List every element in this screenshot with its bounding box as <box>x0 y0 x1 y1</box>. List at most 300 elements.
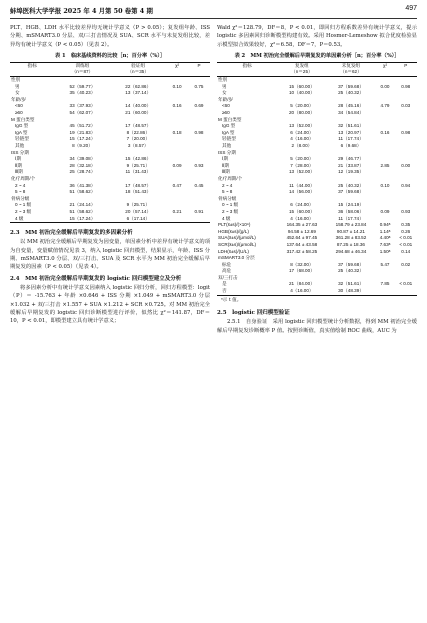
group-a-value: 34（39.08） <box>69 156 96 162</box>
group-title-row <box>10 196 210 203</box>
empty-cell <box>395 143 417 150</box>
row-label: 其他 <box>15 143 25 149</box>
column-subheader <box>10 69 55 76</box>
table2-caption: 表 2 MM 初治完全缓解后早期复发的单因素分析［n；百分率（%）］ <box>234 52 400 59</box>
group-b-value: 17（48.57） <box>125 182 152 188</box>
group-a-value: 20（80.00） <box>288 110 315 116</box>
row-label: 2 ~ 3 级 <box>222 208 239 214</box>
table-row <box>10 202 210 209</box>
table2-note: ᵃ示 t 值。 <box>221 297 242 303</box>
empty-cell <box>395 189 417 196</box>
column-header: P <box>395 62 417 69</box>
p-value: 0.26 <box>401 228 411 234</box>
group-a-value: 164.35 ± 27.63 <box>286 222 318 228</box>
group-a-value: 8（9.20） <box>72 143 93 149</box>
row-label: 0 ~ 1 级 <box>15 202 32 208</box>
empty-cell <box>166 202 188 209</box>
table2 <box>217 62 417 296</box>
column-subheader <box>166 69 188 76</box>
p-value: 0.98 <box>401 83 411 89</box>
empty-cell <box>395 288 417 295</box>
empty-cell <box>395 110 417 117</box>
row-label: 轻链型 <box>222 136 236 142</box>
row-label: 2 ~ 4 <box>222 182 233 188</box>
group-title-row <box>10 97 210 104</box>
group-a-value: 54（62.07） <box>69 110 96 116</box>
p-value: 0.69 <box>194 103 204 109</box>
table-row <box>10 183 210 190</box>
chi-square-value: 5.47 <box>380 261 390 267</box>
subheader-row <box>10 69 210 76</box>
column-header: χ² <box>166 62 188 69</box>
group-a-value: 14（56.00） <box>288 189 315 195</box>
table-row <box>10 216 210 223</box>
lab-row <box>217 235 417 242</box>
group-title: 化疗周期/个 <box>11 175 36 181</box>
row-label: 4 级 <box>10 216 55 223</box>
group-a-value: 15（17.24） <box>55 216 111 223</box>
empty-cell <box>188 202 210 209</box>
group-b-value: 22（62.86） <box>125 83 152 89</box>
group-b-value: 28（45.16） <box>338 103 364 109</box>
row-label: 男 <box>222 83 227 89</box>
row-label: 2 ~ 4 <box>15 182 26 188</box>
group-a-value: 6（24.00） <box>290 129 314 135</box>
group-b-value: 11（17.74） <box>338 136 364 142</box>
chi-square-value: 4.79 <box>380 103 390 109</box>
chi-square-value: 0.21 <box>172 208 182 214</box>
empty-cell <box>166 110 188 117</box>
table-row <box>217 90 417 97</box>
column-subheader: （n＝25） <box>277 69 326 76</box>
group-title: 年龄/岁 <box>11 96 27 102</box>
table-row <box>217 281 417 288</box>
group-a-value: 21（24.14） <box>69 202 96 208</box>
empty-cell <box>188 123 210 130</box>
chi-square-value: 0.09 <box>380 208 390 214</box>
empty-cell <box>166 90 188 97</box>
row-label: <60 <box>222 103 230 109</box>
right-column <box>217 24 417 335</box>
column-header: 训练组 <box>55 62 111 69</box>
p-value: 0.45 <box>194 182 204 188</box>
group-b-value: 15（42.86） <box>125 156 152 162</box>
row-label: Ⅱ期 <box>222 162 229 168</box>
row-label: 2 ~ 3 级 <box>15 208 32 214</box>
empty-cell <box>395 123 417 130</box>
table-row <box>10 163 210 170</box>
header-row <box>10 62 210 69</box>
column-header: 未复发组 <box>326 62 375 69</box>
empty-cell <box>188 143 210 150</box>
group-a-value: 21（84.00） <box>288 281 315 287</box>
chi-square-value: 0.16 <box>172 103 182 109</box>
empty-cell <box>376 90 395 97</box>
intro-paragraph: PLT、HGB、LDH 水平比较差异均无统计学意义（P > 0.05）；复发组年龄、ISS 分期、mSMART3.0 分层、双/三打击情况及 SUA、SCR 水平与未复发组比较，差异均有统计学意义（P < 0.05）（见表 2）。 <box>10 25 210 48</box>
table1-caption: 表 1 临床基线资料的比较［n；百分率（%）］ <box>54 52 166 59</box>
group-b-value: 13（37.14） <box>125 90 152 96</box>
empty-cell <box>166 216 188 223</box>
row-label: Ⅲ期 <box>15 169 23 175</box>
chi-square-value: 0.16 <box>380 129 390 135</box>
row-label: SUA(x̄±s)/(μmol/L) <box>218 235 256 241</box>
group-a-value: 4（16.00） <box>277 288 326 295</box>
group-a-value: 33（37.93） <box>69 103 96 109</box>
table-row <box>10 143 210 150</box>
group-title-row <box>10 150 210 157</box>
row-label: LDH(x̄±s)/(U/L) <box>218 248 249 254</box>
empty-cell <box>166 156 188 163</box>
group-title: 性别 <box>11 77 21 83</box>
group-b-value: 25（40.32） <box>338 268 364 274</box>
group-title: 年龄/岁 <box>218 96 234 102</box>
row-label: 5 ~ 8 <box>222 189 233 195</box>
group-a-value: 51（58.62） <box>69 189 96 195</box>
row-label: ≥60 <box>222 110 230 116</box>
empty-cell <box>395 156 417 163</box>
row-label: 是 <box>222 281 227 287</box>
table-row <box>217 103 417 110</box>
group-title-row <box>217 150 417 157</box>
p-value: 0.35 <box>401 222 411 228</box>
t-value: 1.14ᵃ <box>379 228 391 234</box>
row-label: Ⅰ期 <box>222 156 228 162</box>
group-a-value: 52（59.77） <box>69 83 96 89</box>
chi-square-value: 0.18 <box>172 129 182 135</box>
row-label: PLT(x̄±s)/(×10⁹) <box>218 222 251 228</box>
group-b-value: 11（31.43） <box>125 169 151 175</box>
empty-cell <box>188 189 210 196</box>
column-header: 指标 <box>10 62 55 69</box>
row-label: HGB(x̄±s)/(g/L) <box>218 228 249 234</box>
row-label: IgA 型 <box>222 129 235 135</box>
left-column <box>10 24 210 325</box>
group-b-value: 11（17.74） <box>338 215 364 221</box>
group-b-value: 34（54.84） <box>338 110 364 116</box>
section-2-3-text: 以 MM 初治完全缓解后早期复发为因变量，单因素分析中差异有统计学意义的项为自变量，变量赋值情况见表 3，纳入 logistic 回归模型，结果显示，年龄、ISS 分期、mSMART3.0 分层、双/三打击、SUA 及 SCR 水平为 MM 初治完全缓解后早期复发的因素（P < 0.05）（见表 4）。 <box>10 239 210 271</box>
row-label: IgA 型 <box>15 129 28 135</box>
journal-title: 蚌埠医科大学学报 2025 年 4 月第 50 卷第 4 期 <box>10 7 153 15</box>
row-label: 高危 <box>222 268 232 274</box>
empty-cell <box>376 268 395 275</box>
column-header: P <box>188 62 210 69</box>
group-title: 性别 <box>218 77 228 83</box>
chi-square-value: 0.10 <box>380 182 390 188</box>
p-value: 0.14 <box>401 248 411 254</box>
subheader-row <box>217 69 417 76</box>
t-value: 1.50ᵃ <box>379 248 391 254</box>
lab-row <box>217 229 417 236</box>
table-row <box>217 136 417 143</box>
empty-cell <box>376 110 395 117</box>
group-a-value: 45（51.72） <box>69 123 96 129</box>
group-a-value: 51（58.62） <box>69 208 96 214</box>
row-label: 标危 <box>222 261 232 267</box>
table-row <box>10 169 210 176</box>
table-row <box>217 110 417 117</box>
section-2-4-text: 将多因素分析中有统计学意义因素纳入 logistic 回归分析，回归方程模型：logit（P）＝ -15.763 + 年龄 ×0.646 + ISS 分期 ×1.049 + mSMART3.0 分层 ×1.032 + 双/三打击 ×1.557 + SUA ×1.212 + SCR ×0.725。对 MM 初治完全缓解后早期复发的 logistic 回归诊断模型进行评价，似然比 χ²＝141.87，DF＝10，P < 0.01，即模型建立具有统计学意义； <box>10 284 210 325</box>
page-number: 497 <box>405 5 417 12</box>
group-b-value: 37（59.68） <box>338 189 364 195</box>
group-b-value: 6（17.14） <box>110 216 166 223</box>
group-b-value: 6（9.68） <box>340 143 362 149</box>
chi-square-value: 0.09 <box>172 162 182 168</box>
group-a-value: 13（52.00） <box>288 123 315 129</box>
section-2-5-title: 2.5 logistic 回归模型验证 <box>217 309 290 316</box>
column-header: 验证组 <box>110 62 166 69</box>
column-subheader <box>188 69 210 76</box>
lab-row <box>217 222 417 229</box>
group-title-row <box>217 275 417 282</box>
group-a-value: 6（24.00） <box>290 202 314 208</box>
group-title-row <box>217 77 417 84</box>
table-row <box>10 84 210 91</box>
group-a-value: 15（17.24） <box>69 136 96 142</box>
group-title-row <box>10 77 210 84</box>
group-a-value: 8（32.00） <box>290 261 314 267</box>
group-b-value: 294.68 ± 46.34 <box>335 248 367 254</box>
empty-cell <box>376 189 395 196</box>
group-title: M 蛋白类型 <box>218 116 242 122</box>
group-b-value: 32（51.61） <box>338 281 364 287</box>
group-a-value: 15（60.00） <box>288 208 315 214</box>
group-b-value: 30（48.39） <box>326 288 375 295</box>
group-a-value: 94.58 ± 12.69 <box>287 228 316 234</box>
t-value: 7.63ᵃ <box>379 241 391 247</box>
group-b-value: 158.79 ± 23.84 <box>335 222 367 228</box>
table-row <box>217 143 417 150</box>
empty-cell <box>188 110 210 117</box>
column-header: 复发组 <box>277 62 326 69</box>
group-a-value: 137.64 ± 43.58 <box>286 241 318 247</box>
group-title: ISS 分期 <box>11 149 29 155</box>
group-title: 双/三打击 <box>218 274 238 280</box>
table-row <box>10 209 210 216</box>
empty-cell <box>395 136 417 143</box>
table-row <box>10 123 210 130</box>
row-label: 5 ~ 8 <box>15 189 26 195</box>
table-row <box>217 163 417 170</box>
empty-cell <box>376 143 395 150</box>
p-value: < 0.01 <box>399 281 413 287</box>
group-b-value: 21（60.00） <box>125 110 152 116</box>
group-a-value: 15（60.00） <box>288 83 315 89</box>
column-header: 指标 <box>217 62 277 69</box>
row-label: 其他 <box>222 143 232 149</box>
group-b-value: 20（57.14） <box>125 208 152 214</box>
group-title: 骨病分级 <box>218 195 237 201</box>
empty-cell <box>166 189 188 196</box>
empty-cell <box>376 123 395 130</box>
group-b-value: 21（33.87） <box>338 162 364 168</box>
empty-cell <box>376 216 395 223</box>
t-value: 4.40ᵃ <box>379 235 391 241</box>
empty-cell <box>395 268 417 275</box>
group-b-value: 13（20.97） <box>338 129 364 135</box>
row-label: 否 <box>217 288 277 295</box>
table-row <box>217 123 417 130</box>
group-b-value: 15（24.19） <box>338 202 364 208</box>
group-a-value: 13（52.00） <box>288 169 315 175</box>
group-b-value: 32（51.61） <box>338 123 364 129</box>
p-value: 0.75 <box>194 83 204 89</box>
group-a-value: 2（8.00） <box>291 143 313 149</box>
group-b-value: 14（40.00） <box>125 103 152 109</box>
group-b-value: 29（46.77） <box>338 156 364 162</box>
column-subheader <box>376 69 395 76</box>
column-subheader: （n＝62） <box>326 69 375 76</box>
empty-cell <box>376 202 395 209</box>
row-label: ≥60 <box>15 110 23 116</box>
row-label: 女 <box>15 90 20 96</box>
empty-cell <box>395 90 417 97</box>
empty-cell <box>188 136 210 143</box>
table-row <box>10 90 210 97</box>
group-b-value: 17（48.57） <box>125 123 152 129</box>
running-header <box>10 4 417 19</box>
table-row <box>217 183 417 190</box>
group-b-value: 3（8.57） <box>127 143 149 149</box>
table-row <box>217 169 417 176</box>
column-header: χ² <box>376 62 395 69</box>
p-value: < 0.01 <box>399 235 413 241</box>
table-row <box>217 288 417 295</box>
table-row <box>217 268 417 275</box>
group-b-value: 9（25.71） <box>126 162 150 168</box>
table-row <box>10 130 210 137</box>
row-label: <60 <box>15 103 23 109</box>
empty-cell <box>166 169 188 176</box>
right-top-paragraph: Wald χ²＝128.79，DF＝8，P < 0.01，即回归方程系数差异有统计学意义，提示 logistic 多因素回归诊断模型构建有效。采用 Hosmer-Lemeshow 拟合优度检验显示模型拟合效果较好，χ²＝6.58，DF＝7，P＝0.53。 <box>217 25 417 48</box>
group-a-value: 452.64 ± 97.45 <box>286 235 318 241</box>
group-b-value: 9（25.71） <box>126 202 150 208</box>
group-a-value: 7（28.00） <box>290 162 314 168</box>
group-a-value: 5（20.00） <box>290 103 314 109</box>
group-b-value: 8（22.86） <box>126 129 150 135</box>
table-row <box>10 156 210 163</box>
row-label: 轻链型 <box>15 136 29 142</box>
chi-square-value: 0.47 <box>172 182 182 188</box>
empty-cell <box>395 202 417 209</box>
group-a-value: 11（44.00） <box>289 182 315 188</box>
t-value: 0.94ᵃ <box>379 222 391 228</box>
empty-cell <box>395 216 417 223</box>
group-title-row <box>10 117 210 124</box>
section-2-3-title: 2.3 MM 初治完全缓解后早期复发的多因素分析 <box>10 230 133 237</box>
group-b-value: 12（19.35） <box>338 169 364 175</box>
group-b-value: 36（58.06） <box>338 208 364 214</box>
group-b-value: 25（40.32） <box>338 182 364 188</box>
empty-cell <box>376 156 395 163</box>
row-label: 4 级 <box>222 215 231 221</box>
table-row <box>217 209 417 216</box>
p-value: 0.94 <box>401 182 411 188</box>
group-title-row <box>217 196 417 203</box>
group-title-row <box>217 255 417 262</box>
section-2-5-text: 2.5.1 自身验证 采用 logistic 回归模型统计分析数据，得到 MM 初治完全缓解后早期复发诊断概率 P 值。按照诊断值，真实值绘制 ROC 曲线，AUC 为 <box>217 319 417 334</box>
group-title-row <box>217 117 417 124</box>
p-value: < 0.01 <box>399 241 413 247</box>
row-label: IgG 型 <box>222 123 236 129</box>
group-b-value: 18（51.43） <box>125 189 152 195</box>
row-label: 女 <box>222 90 227 96</box>
row-label: Ⅰ期 <box>15 156 21 162</box>
row-label: 0 ~ 1 级 <box>222 202 239 208</box>
table-row <box>10 189 210 196</box>
empty-cell <box>166 136 188 143</box>
group-a-value: 317.42 ± 58.25 <box>286 248 318 254</box>
table-row <box>217 262 417 269</box>
empty-cell <box>188 156 210 163</box>
group-b-value: 90.87 ± 14.21 <box>336 228 365 234</box>
p-value: 0.00 <box>401 162 411 168</box>
chi-square-value: 0.10 <box>172 83 182 89</box>
group-b-value: 37（59.68） <box>338 261 364 267</box>
group-b-value: 87.25 ± 18.36 <box>336 241 365 247</box>
group-a-value: 19（21.83） <box>69 129 96 135</box>
column-subheader: （n＝35） <box>110 69 166 76</box>
p-value: 0.93 <box>194 162 204 168</box>
table-row <box>217 202 417 209</box>
group-title: mSMART3.0 分层 <box>218 255 255 261</box>
table-row <box>217 216 417 223</box>
table-row <box>217 84 417 91</box>
group-title-row <box>217 176 417 183</box>
group-b-value: 7（20.00） <box>126 136 150 142</box>
group-a-value: 10（40.00） <box>288 90 315 96</box>
group-title: ISS 分期 <box>218 149 236 155</box>
group-a-value: 4（16.00） <box>290 215 314 221</box>
empty-cell <box>376 169 395 176</box>
empty-cell <box>376 136 395 143</box>
empty-cell <box>166 123 188 130</box>
group-title: 化疗周期/个 <box>218 175 243 181</box>
table-row <box>10 103 210 110</box>
group-a-value: 4（16.00） <box>290 136 314 142</box>
group-a-value: 36（41.38） <box>69 182 96 188</box>
empty-cell <box>188 216 210 223</box>
row-label: SCR(x̄±s)/(μmol/L) <box>218 241 257 247</box>
group-a-value: 17（68.00） <box>288 268 315 274</box>
column-subheader: （n＝87） <box>55 69 111 76</box>
group-b-value: 37（59.68） <box>338 83 364 89</box>
empty-cell <box>395 169 417 176</box>
empty-cell <box>188 169 210 176</box>
row-label: Ⅲ期 <box>222 169 230 175</box>
p-value: 0.91 <box>194 208 204 214</box>
header-row <box>217 62 417 69</box>
p-value: 0.98 <box>194 129 204 135</box>
group-title-row <box>10 176 210 183</box>
group-a-value: 5（20.00） <box>290 156 314 162</box>
group-title: 骨病分级 <box>11 195 30 201</box>
table-row <box>10 136 210 143</box>
table-row <box>217 130 417 137</box>
p-value: 0.93 <box>401 208 411 214</box>
column-subheader <box>217 69 277 76</box>
table-row <box>217 189 417 196</box>
p-value: 0.03 <box>401 103 411 109</box>
row-label: Ⅱ期 <box>15 162 22 168</box>
lab-row <box>217 242 417 249</box>
table1 <box>10 62 210 223</box>
p-value: 0.02 <box>401 261 411 267</box>
chi-square-value: 0.00 <box>380 83 390 89</box>
section-2-4-title: 2.4 MM 初治完全缓解后早期复发的 logistic 回归模型建立及分析 <box>10 275 182 282</box>
table-row <box>217 156 417 163</box>
empty-cell <box>188 90 210 97</box>
table-row <box>10 110 210 117</box>
